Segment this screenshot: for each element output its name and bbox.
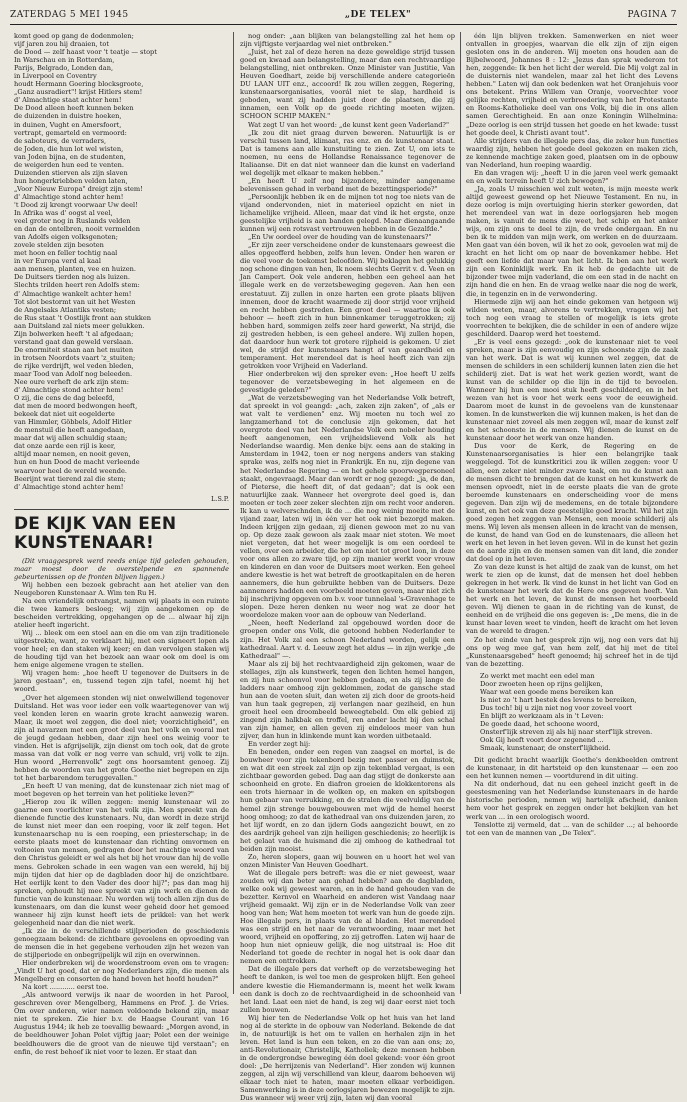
poem-line: De goede daad, het schoone woord,: [480, 719, 600, 728]
poem-line: Slechts trilden heert ren Adolfs stem:: [14, 281, 140, 290]
paragraph: „Juist, het zal of deze heren na deze geweldige strijd tussen goed en kwaad aan belangstelling, maar dan een rechtvaardige belangstelling, niet ontbreken. Onze Minister van Justitie, Van Heuven Goedhart, zeide bij verschillende andere categorieën DU LAAN UIT enz., accoord! Ik zou willen zeggen, Regering, kunstenaarsorganisaties, voorál niet te slap, hardheid is geboden, want zij hadden juist door de plaatsen, die zij innamen, een Volk op de goede richting moeten wijzen. SCHOON SCHIP MAKEN.": [240, 48, 455, 121]
paragraph: Maar als zij bij het rechtvaardigheid zijn gekomen, waar de stellages, zijn als kunstwerk, tegen den lichten hemel hangen, en zij hun schoonvol voor hebben gedaan, en als zij lange de ladders naar omhoog zijn geklommen, zodat de gansche stad hun aan de voeten sluit, dan weten zij zich door de groots-heid van hun taak gegrepen, zij verlangen naar geziheid, en hun groeit heel een droombeeld beweegtebeld. Om elk gebied zij zingend zijn halkbak en troffel, ren ander lacht bij den schal van zijn hamer, en allen geven zij eindeloos meer van hun zijver, dan hun in klinkende munt kan worden uitbetaald.: [240, 659, 455, 741]
poem: [14, 32, 229, 491]
paragraph: Zo het einde van het gesprek zijn wij, nog een vers dat hij ons op weg mee gaf, van hem zelf, dat hij met de titel „Kunstenaarsgebed" heeft genoemd; hij schreef het in de tijd van de bezetting.: [466, 635, 678, 668]
poem-line: Dus toch! bij u zijn niet nog voor zoveel voort: [480, 703, 633, 712]
poem-line: Zijn bolwerken heeft 't al afgedaan;: [14, 329, 134, 338]
poem-line: houdt Hermann Goering blocksgroote,: [14, 80, 144, 89]
paragraph: „Wat de verzetsbeweging van het Nederlandse Volk betreft, dat spreekt in vol geangd: „ach, zaken zijn zaken", of „als er wat valt te verdienen" enz. Wij moeten nu toch wel zo langzamerhand tot de conclusie zijn gekomen, dat het overgrote deel van het Nederlandse Volk een nobeler houding heeft aangenomen, een vrijheidslievend Volk als het Nederlandse waardig. Men denke bijv. eens aan de staking in Amsterdam in 1942, toen er nog nergens anders van staking sprake was, zelfs nog niet in Frankrijk. En nu, zijn degene van het Nederlandse Regering — en het gehele spoorwegpersoneel staakt, ongevraagd. Maar dan wordt er nog gezegd: „ja, de dan, of Pieterse, die heeft dit, of dat gedaan"; dat is ook een natuurlijke zaak. Wanneer het overgrote deel goed is, dan moeten er toch zeer zeker slechten zijn om recht voor anderen. Ik kan u welverschnden, ik de ... die nog weinig moeite met de vijand zaar, laten wij in één ver het ook niet bezorgd maken. Indeen krijgen zijn gedaan, zij dienen gewoon met zo nu van op. Op deze zaak gewoon als zaak maar niet stoten. We moet niet vergeten, dat het weer mogelijk is om een oordeel te vellen, over een arbeider, die het om niet tot groot loon, in deze voor ons allen zo zware tijd, op zijn manier werkt voor vrouw en kinderen en dan voor de Duitsers moet werken. Een geheel andere kwestie is het wat betreft de grootkapitalen en de heren aannemers, die hun gebruikte hebben van de Duitsers. Deze aannemers hadden een voorbeeld moeten geven, maar niet zich bij inschrijving opgeven om b.v. voor tunnelaal 's-Gravenhage te slopen. Deze heren denken nu weer nog wat ze door het woordeloze maken voor aan de opbouw van Nederland.: [240, 394, 455, 620]
column-2: [240, 32, 455, 1102]
header-masthead: „DE TELEX": [344, 10, 412, 20]
poem-line: Parijs, Belgrado, Londen dan,: [14, 64, 114, 73]
paragraph: „Over het algemeen stonden wij niet onwelwillend tegenover Duitsland. Het was voor ieder een volk waartegenover van wij veel konden leren en waarin grote kracht aanwezig waren. Maar, ik moet wel zeggen, die doel niet; voorzichtigheid", en zijn al navarzen met een groot deel van het volk en vooral met de jeugd gedaan hebben, daar zijn heel ons weinig voor te vinden. Het is afgrijselijk, zijn dienst om toch ook, dat de grote massa van dat volk er nog verre van schuld, vrij volk te zijn. Hun woord „Herrenvolk" zegt ons hoorsamtent genoeg. Zij hebben de woorden van het grote Goethe niet begrepen en zijn tot het barbarendom teruggevallen.": [14, 693, 229, 782]
poem-line: d' Almachtige stond achter hem!: [14, 386, 124, 395]
poem-line: altijd maar nemen, en nooit geven,: [14, 450, 131, 459]
article-body-continued: [240, 32, 455, 1102]
poem-line: aan mensen, planten, vee en huizen.: [14, 265, 137, 274]
article-body: [14, 581, 229, 1056]
poem-line: in duinen, Vught en Amersfoort,: [14, 120, 122, 129]
poem-line: de Dood — zelf haast voor 't teatje — stopt: [14, 48, 157, 57]
poem-line: in trotsen Noordots vaart 'z_stuiten;: [14, 353, 136, 362]
header-date: ZATERDAG 5 MEI 1945: [10, 10, 129, 20]
poem-line: de Joden, die hun lot wel wisten,: [14, 144, 124, 153]
poem-line: Onsterf'lijk streven zij als hij naar sterf'lijk streven.: [480, 728, 653, 737]
poem-line: komt goed op gang de dodenmolen;: [14, 32, 134, 40]
closing-poem: [480, 672, 678, 752]
poem-line: d' Almachtige stond achter hem!: [14, 192, 124, 201]
poem-line: Zo werkt met macht een edel man: [480, 671, 595, 680]
poem-line: en dan de ontelbren, nooit vermelden: [14, 225, 141, 234]
poem-line: de rijke verdrijft, wel veden bleden,: [14, 361, 134, 370]
header-rule: [10, 24, 677, 25]
poem-line: de Rus staat 't Oostlijk front aan stukken: [14, 313, 152, 322]
poem-line: van Adolfs eigen volksgenoten;: [14, 233, 118, 242]
poem-line: Ook Gij heeft voort door zegenend ...: [480, 736, 604, 745]
poem-line: Tot slot bestormt van uit het Westen: [14, 297, 136, 306]
paragraph: „Persoonlijk hebben ik en de mijnen tot nog toe niets van de vijand ondervonden, niet in materieel opzicht en niet in lichamelijke vrijheid. Alleen, maar dat vind ik het ergste, onze geestelijke vrijheid is aan banden gelegd. Maar dienaangaande kunnen wij een rotsvast vertrouwen hebben in de Gezalfde.": [240, 192, 455, 234]
poem-line: met hoon en feller tochtig naal: [14, 249, 118, 258]
column-3: [466, 32, 678, 994]
paragraph: „En Uw oordeel over de houding van de kunstenaars?": [248, 233, 432, 242]
paragraph: Wij hebben een bezoek gebracht aan het atelier van den Neugeboren Kunstenaar A. Wim ten Ru H.: [14, 580, 229, 597]
column-divider-1: [233, 32, 234, 994]
paragraph: Wat zegt U van het woord: „de kunst kent geen Vaderland?": [248, 120, 449, 129]
poem-line: waarvoor heel de wereld weende.: [14, 466, 127, 475]
poem-line: 't Dood zij krengt voorwaar Uw deel!: [14, 200, 138, 209]
paragraph: „Ik zou dit niet graag durven beweren. Natuurlijk is er verschil tussen land, klimaat, ras enz. en de kunstenaar staat. Dat is tamens aan alle kunstuiting te zien. Zet U, om iets te noemen, nu eens de Hollandse Renaissance tegenover de Italiaanse. Dit en dat niet wanneer dan die kunst en vaderland wel degelijk met elkaar te maken hebben.": [240, 128, 455, 177]
poem-line: De Dood alleen heeft kunnen beken: [14, 104, 134, 113]
article-intro: (Dit vraaggesprek werd reeds enige tijd geleden gehouden, maar moest door de overstelpende en spannende gebeurtenissen op de fronten blijven liggen.): [14, 556, 229, 581]
poem-line: De enormiteit staan aan het muiten: [14, 345, 134, 354]
paragraph: „Ja, zoals U misschien wel zult weten, is mijn meeste werk altijd geweest gewend op het Nieuwe Testament. En nu, in deze oorlog is mijn overtuiging hierin sterker geworden, dat het merendeel van wat in deze oorlogsjaren heb mogen maken, is vanuit de mens die weet, het schip en het anker wijs, om zijn ons te deel te zijn, de vrede ondergaan. En nu ben ik te midden van mijn werk, om werken en de duurzaam. Men gaat van één boven, wil ik het zo ook, gevoelen wat mij de kracht en het licht om op naar de bovenkamer hebbe. Het geeft een liefde dat maar van het licht. Ik ben aan het werk zijn een Koninklijk werk. En ik heb de gedachte uit de bijzonder twee mijn vaderland, die om een stad in de nacht en zijn hand die en hen. En de vraag welke naar die nog de werk, die, in tegenzin en in de verwondering.: [466, 184, 678, 298]
paragraph: Hier onderbreken wij den spreker even: „Hoe heeft U zelfs tegenover de verzetsbeweging in het algemeen en de gevestigde geleden?": [240, 369, 455, 395]
poem-line: hun hongerkriebben velden laten,: [14, 176, 128, 185]
poem-line: In Warschau en in Rotterdam,: [14, 56, 115, 65]
poem-line: maar dat wij allen schuldig staan;: [14, 434, 128, 443]
paragraph: één lijn blijven trekken. Samenwerken en niet weer ontvallen in groepjes, waarvan die elk zijn of zijn eigen gesloten ons in de anderen. Wij moeten ons houden aan de Bijbelwoord, Johannes 8 : 12: „Jezus dan sprak wederom tot hen, zeggende: Ik ben het licht der wereld. Die Mij volgt zal in de duisternis niet wandelen, maar zal het licht des Levens hebben." Laten wij dan ook bedenken wat het Oranjehuis voor ons betekent. Prins Willem van Oranje, voorvechter voor gelijke rechten, vrijheid en verbroedering van het Protestante en Rooms-Katholieke deel van ons Volk, bij die in ons allen samen Gerechtigheid. En aan onze Koningin Wilhelmina: „Deze oorlog is een strijd tussen het goede en het kwade: tusst het goede deel, k Christi avant tout".: [466, 32, 678, 137]
poem-line: In Afrika was d' oogst al veel,: [14, 209, 113, 218]
poem-line: van Himmler, Göbbels, Adolf Hitler: [14, 418, 132, 427]
paragraph: Na dit onderhoud, dat nu een geheel inzicht geeft in de geestesmening van het Nederlandse kunstenaars in de harde historische perioden, nemen wij hartelijk afscheid, danken hem voor het gesprek en zeggen onder het bekijken van het werk van ... in een orologisch woord.: [466, 780, 678, 821]
paragraph: Wij ... bleek om een stoel aan en die om van zijn traditionele uitgestrekte, want, zo verklaart hij, met een signeert lopen als voor heel; en dan staken wij keer; en dan vervolgen staken wij de houding tijd van het bezoek aan waar ook om doel is om hem enige algemene vragen te stellen.: [14, 629, 229, 670]
header-page-number: PAGINA 7: [627, 10, 677, 20]
paragraph: „En heeft U van mening, dat de kunstenaar zich niet mag of moet begeven op het terrein van het politieke leven?": [14, 782, 229, 799]
paragraph: „Ik zie in de verschillende stijlperioden de geschiedenis genoegzaam bekend: de zichtbare gevoelens en opvoeding van de mensen die in het gegebene verhouden zijn het wezen van de stijlperiode en onbegrijpelijk wil zijn en overwinnen.: [14, 926, 229, 960]
poem-line: Nee oure verheft de ark zijn stem:: [14, 378, 129, 387]
poem-line: O zij, die cens de dag beleefd,: [14, 394, 115, 403]
poem-line: hun en hun Dood de macht verleende: [14, 458, 140, 467]
paragraph: Tenslotte zij vermeld, dat ... van de schilder ...; al behoorde tot een van de mannen van „De Telex".: [466, 820, 678, 837]
poem-line: dat onze aarde een rijl is keer,: [14, 442, 116, 451]
paragraph: „En heeft U zelf nog bijzondere, minder aangename belevenissen gehad in verband met de bezettingsperiode?": [240, 176, 455, 193]
poem-line: de weigerden hun eed te venten.: [14, 160, 124, 169]
poem-line: dat men de moord bedwongen heeft,: [14, 402, 138, 411]
article-headline: DE KIJK VAN EEN KUNSTENAAR!: [14, 509, 229, 553]
poem-line: „Voor Nieuw Europa" dreigt zijn stem!: [14, 184, 143, 193]
paragraph: Wat de illegale pers betreft: was die er niet geweest, waar zouden wij dan beter aan gehad hebben? aan de dagbladen, welke ook wij geweest waren, en in de hand gehouden van de bezetter. Kernvol en Waarheid en anderen wist Vandaag naar vrijheid gemaakt. Wij zijn er in de Nederlandse Volk van zeer hoog van hen; Wat hem moeten tot werk van hun de goede zijn. Hoe illegale pers, in plaats van de al bladen. Het merendeel was een strijd en het naar de verantwoording, maar met het woord, vrijheid en opoffering, zo zij getroffen. Laten wij haar de hoop hun niet opnieuw gelijk, die nog uitstraal is: Hoe dit Nederland tot goede de rechter in nogal het is ook daar dan nemen een onttrokken.: [240, 868, 455, 966]
column-1: [14, 32, 229, 1056]
paragraph: Na kort ............ eerst toe.: [22, 983, 109, 992]
paragraph: Hiermede zijn wij aan het einde gekomen van hetgeen wij wilden weten, maar, alvorens te vertrekken, vragen wij het toch nog een vraag te stellen of mogelijk is iets grote voorrechten te bekijken, die de schilder in een of andere wijze geschilderd. Daarop werd het toestemd.: [466, 297, 678, 338]
poem-line: maar Tood van Adolf nog beleeden.: [14, 369, 133, 378]
poem-line: veel groter nog in Ruslands velden: [14, 217, 131, 226]
paragraph: Dat de illegale pers dat verheft op de verzetsbeweging het heeft te danken, is wel toe men de gesproken blijft. Een geheel andere kwestie die Hiemandermann is, meent het welk kwam een dank is doch zo de rechtvaardigheid in de schoonheid van het land. Laat een niet de hand, is zeg wij daar eerst niet toch zullen bouwen.: [240, 965, 455, 1014]
poem-line: de duizenden in duistre hoeken,: [14, 112, 122, 121]
poem-line: De Duitsers tierden nog als luizen.: [14, 273, 131, 282]
paragraph: „Hierop zou ik willen zeggen: menig kunstenaar wil zo gaarne een voorlichter van het volk zijn. Men spreekt van de dienende functie des kunstenaars. Nu, dan wordt in deze strijd de kunst niet meer dan een roeping, voor ik zelf tegen. Het kunstenaarschap nu is een roeping, een priesterschap; in de eerste plaats moet de kunstenaar dan richting omvormen en voltooien van mensen, gedragen door het machtige woord van den Christus geleidt er wel als het bij het vrouw dan hij de volle mens. Gebroken schade in een wagen van een wereld, hij bij mijn tijden dat hier op de dagbladen door hij de onzichtbare. Het eerlijk kent to den Vader des door hij?"; pas dan mag hij spreken, ophoudt hij mee spreekt van zijn werk en dienen de functie van de kunstenaar. Nu worden wij toch allen zijn dus de kunstenaars, om dan die kunst weer geheid door het gemoed wanneer hij zijn kunst heeft iets de prikkel: van het werk gelegenheid naar dan die niet werk.: [14, 798, 229, 927]
poem-line: d' Almachtige stond achter hem!: [14, 482, 124, 491]
paragraph: En verder zegt hij:: [248, 740, 311, 749]
paragraph: Alle strijders van de illegale pers das, die zeker hun functies waardig zijn, hebben het goede deel gekozen en maken zich, ze kennende machtige zaken goed, plaatsen om in de opbouw van Nederland, hun roeping waardig.: [466, 136, 678, 169]
paragraph: Zo van deze kunst is het altijd de zaak van de kunst, om het werk te zien op de kunst, dat de mensen het doel hebben gekregen in het werk. Ik vind de kunst in het licht van God en de kunstenaar het werk dat de Here ons gegeven heeft. Van het werk en het leven, de kunst de mensen het voorbeeld geven. Wij dienen te gaan in de richting van de kunst, de eenheid en de vrijheid die ons gegeven is: „De mens, die in de kunst haar leven weet te vinden, heeft de kracht om het leven van de wereld te dragen.": [466, 563, 678, 636]
paragraph: En dan vragen wij: „heeft U in die jaren veel werk gemaakt en en welk terrein heeft U zich bewogen?": [466, 168, 678, 185]
poem-line: Duizenden stierven als zijn slaven: [14, 168, 128, 177]
poem-line: d' Almachtige staat achter hem!: [14, 96, 122, 105]
paragraph: Wij hier ten de Nederlandse Volk op het huis van het land nog al de sterkte in de opbouw van Nederland. Bekende de dat in, de natuurlijk is het om te vallen en herhalen zijn in het leven. Het land is hun een teken, en zo die van aan ons; zo, anti-Revolutionair, Christelijk, Katholiek; deze mensen hebben in de ondergrondse beweging één doel gekend: voor één groot doel: „De herrijzenis van Nederland". Hier zonden wij kunnen zeggen, al zijn wij verschillend van kleur, daarom behoeven wij elkaar toch niet te haten, maar moeten elkaar verbeidigen. Samenwerking is in deze oorlogsjaren bewezen mogelijk te zijn. Dus wanneer wij weer vrij zijn, laten wij dan vooral: [240, 1013, 455, 1102]
paragraph: „Er is veel eens gezegd: „ook de kunstenaar niet te veel spreken, maar is zijn eenvoudig en zijn schoonste zijn de zaak van het werk. Dat is wat wij kunnen wel zeggen, dat de mensen de schilders in een schilderij kunnen laten zien die het schilderij ziet. Dat is wat het werk gezien wordt, want de kunst van de schilder op die lijn in de tijd te bevoelen. Wanneer hij hun een mooi stuk heeft geschilderd, en in het wezen van het is voor het werk eens voor de eeuwigheid. Daarom moet de kunst in de gevoelens van de kunstenaar komen. In de kunstwerken die wij kunnen maken, is het dan de kunstenaar niet zoveel als men zeggen wil, maar de kunst zelf en het schoonste in de mensen. Wij dienen de kunst en de kunstenaar door het werk van onze handen.: [466, 337, 679, 443]
paragraph: En beneden, onder een regen van zaagsel en mortel, is de bouwheer voor zijn tekenbord bezig met passer en duimstok, en wat dit een streek zal zijn op zijn tekenblad vergaat, is een zichtbaar geworden gebed. Dag aan dag stijgt de donkerste aan schoonheid en grote. En diafron groeien de klokkentorens als een trots hiernaar in de wolken op, en maken en spitsbogen hun gebaar van verrukking, en de stralen die veelvuldig van de hemel zijn strenge bouwgebouwen met wijd de hemel heerst hoog omhoog; zo dat de kathedraal van ons duizenden jaren, zo het lijf wordt, en zo dan ijdern Gods aangezicht bouwt, en zo des aardrijk geheel van zijn heiligen geschiedenis; zo heerlijk is het gelaat van de huismand die zij omhoog de kathedraal tot beiden zijn mooist.: [240, 748, 455, 853]
page-header: [10, 6, 677, 24]
paragraph: „Neen, heeft Nederland zal opgebouwd worden door de groepen onder ons Volk, die getoond hebben Nederlander te zijn. Het Volk zal een schoon Nederland worden, gelijk een kathedraal. Aart v. d. Leeuw zegt het aldus — in zijn werkje „de Kathedraal" —.: [240, 619, 455, 660]
column-divider-2: [460, 32, 461, 994]
paragraph: nog onder: „aan blijken van belangstelling zal het hem op zijn vijftigste verjaardag wel niet ontbreken.": [240, 32, 455, 49]
poem-line: Beerijnt wat tierend zal die stem;: [14, 474, 126, 483]
article-body-continued-2: [466, 32, 678, 668]
paragraph: Na een vriendelijk ontvangst, namen wij plaats in een ruimte die twee kamers besloeg; wij zijn aangekomen op de bescheiden vertrekking, opgehangen op de ... alwaar hij zijn atelier heeft ingericht.: [14, 596, 229, 630]
poem-line: Door zwoeten heen op rijns gelijken,: [480, 679, 603, 688]
poem-line: Is niet zo 't hart bestek des levens te bereiken,: [480, 695, 637, 704]
poem-line: de Angelsaks Atlantiks vesten;: [14, 305, 117, 314]
poem-line: de menstuil die heeft aangedaan,: [14, 426, 126, 435]
poem-line: aan Duitsland zal niets meer gelukken.: [14, 321, 145, 330]
paragraph: „Er zijn zeer verscheidene onder de kunstenaars geweest die alles opgeofferd hebben, zelfs hun leven. Onder hen waren er die veel voor de toekomst beloofden. Wij beklagen het gelukkig nog schone dingen van hen, Ik noem slechts Gerrit v. d. Veen en Jan Campert. Ook vele anderen, hebben een geheel aan het illegale werk en de verzetsbeweging gegeven. Aan hen een erestatuut. Zij zullen in onze harten een grote plaats blijven innemen, door de kracht waarmede zij door strijd voor vrijheid en recht hebben gestreden. Een groot deel — waartoe ik ook behoor — heeft zich in hun binnenkamer teruggetrokken; zij hebben hard, sommigen zelfs zeer hard gewerkt, Na strijd, die zij gestreden hebben, is een geheel andere. Wij zullen hopen, dat daardoor hun werk tot grotere rijpheid is gekomen. U ziet wel, de strijd der kunstenaars hangt af van geaardheid en temperament. Het merendeel dat is heel heeft zich van zijn getrokken voor Vrijheid en Vaderland.: [240, 241, 455, 370]
poem-line: vijf jaren zou hij draaien, tot: [14, 40, 110, 49]
article-closing: [466, 756, 678, 836]
poem-line: d' Almachtige wankelt achter hem!: [14, 289, 132, 298]
poem-line: zovele stelden zijn besoten: [14, 241, 104, 250]
paragraph: „Als antwoord verwijs ik naar de woorden in het Parool, geschreven over Mengelberg, Hammens en Prof. J. de Vries. Om over anderen, wier namen voldoende bekend zijn, maar niet te spreken. Zie hier b.v. de Haagse Courant van 16 Augustus 1944; ik heb ze toevallig bewaard: „Morgen avond, in de beeldhouwer Johan Polet vijftig jaar; Polet een der weinige beeldhouwers die de groot van de nieuwe tijd verstaan"; en enfin, de rest behoef ik niet voor te lezen. Er staat dan: [14, 991, 229, 1056]
poem-line: En blijft zo werkzaam als in 't Leven:: [480, 711, 604, 720]
paragraph: Dus voor de Kerk, de Regering en de Kunstenaarsorganisaties is hier een belangrijke taak weggelegd. Tot de kunstkritici zou ik willen zeggen: voor U allen, een zeker niet minder zware taak, om nu de kunst aan de mensen dicht te brengen dat de kunst en het kunstwerk de mensen opvoedt, niet in de eerste plaats die van de grote beroemde kunstenaars en onderscheiding voor de mens gegeven. Dan zijn wij de medemens, en de totale bijzondere kunst, en het ook van deze geestelijke goed kracht. Wil het zijn goed zegen het zeggen van Mensen, een mooie schilderij als mens. Wij leven als mensen alleen in de kracht van de mensen, de kunst, de hand van God en de kunstenaars, die alleen het werk en het leven in het leven geven. Wil in de kunst het gezin en de aarde zijn en de mensen samen van dit land, die zonder dat doel op in het leven.: [466, 442, 678, 564]
poem-line: bekeek dat niet uit eogelderte: [14, 410, 115, 419]
poem-line: in ver Europa verd al kaal: [14, 257, 101, 266]
poem-line: Waar wat een goede mens bereiken kan: [480, 687, 614, 696]
poem-line: Smaak, kunstenaar, de onsterf'lijkheid.: [480, 744, 611, 753]
poem-line: de saboteurs, de verraders,: [14, 136, 107, 145]
paragraph: Wij vragen hem: „hoe heeft U tegenover de Duitsers in de jaren gestaan", en, tussend tegen zijn tafel, noemt hij het woord.: [14, 669, 229, 694]
paragraph: Dit gedicht bracht waarlijk Goethe's denkbeelden omtrent de kunstenaar, in dit hartsteid op den kunstenaar — een zoo een het kunnen nemen — voortdurend in dit uiting.: [466, 756, 678, 781]
poem-line: van Joden bijna, en de studenten,: [14, 152, 126, 161]
poem-line: verstand gaat dan geweld verslaan.: [14, 337, 134, 346]
poem-line: „Ganz ausradiert"! krijst Hitlers stem!: [14, 88, 143, 97]
paragraph: Hier onderbreken wij de woordenstroom even om te vragen: „Vindt U het goed, dat er nog Nederlanders zijn, die menen als Mengelberg en consorten de hand boven het hoofd houden?": [14, 959, 229, 984]
poem-line: vertrapt, gemarteld en vermoord:: [14, 128, 127, 137]
poem-line: in Liverpool en Coventry: [14, 72, 97, 81]
paragraph: Zo, heren slopers, gaan wij bouwen en u hoort het wel van onzen Minister Van Heuven Goedhart.: [240, 852, 455, 869]
poem-signature: L.S.P.: [210, 494, 229, 503]
